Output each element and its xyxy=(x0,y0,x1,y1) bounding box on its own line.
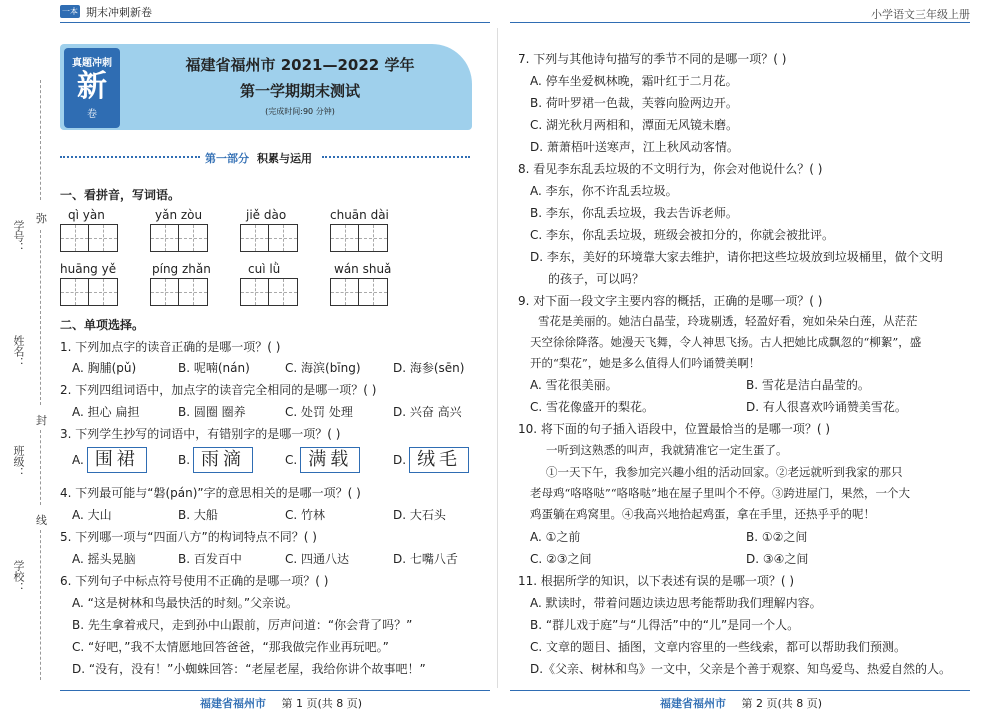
pinyin-4: chuān dài xyxy=(330,208,389,222)
write-box-8[interactable] xyxy=(330,278,388,306)
pinyin-2: yǎn zòu xyxy=(155,208,203,222)
exam-time: (完成时间:90 分钟) xyxy=(265,107,335,116)
header-rule-left xyxy=(60,22,490,23)
part-dots-left xyxy=(60,156,200,158)
q7-option-d[interactable]: D. 萧萧梧叶送寒声，江上秋风动客情。 xyxy=(530,140,739,154)
q8-option-d[interactable]: D. 李东，美好的环境靠大家去维护，请你把这些垃圾放到垃圾桶里，做个文明 xyxy=(530,250,943,264)
brand-logo xyxy=(64,48,120,128)
handwritten-box-a xyxy=(87,447,147,473)
q9-passage-line3: 开的“梨花”，她是多么值得人们吟诵赞美啊！ xyxy=(530,356,761,370)
q7-option-b[interactable]: B. 荷叶罗裙一色裁，芙蓉向脸两边开。 xyxy=(530,96,738,110)
q3-option-d[interactable] xyxy=(393,447,469,473)
pinyin-5: huāng yě xyxy=(60,262,117,276)
q11-option-c[interactable]: C. 文章的题目、插图，文章内容里的一些线索，都可以帮助我们预测。 xyxy=(530,640,907,654)
pinyin-1: qì yàn xyxy=(68,208,105,222)
q10-passage-line1: ①一天下午，我参加完兴趣小组的活动回家。②老远就听到我家的那只 xyxy=(546,465,903,479)
grade-label: 小学语文三年级上册 xyxy=(871,8,970,21)
pinyin-7: cuì lǜ xyxy=(248,262,281,276)
part-label xyxy=(205,150,312,166)
part-name: 积累与运用 xyxy=(257,152,312,165)
q1-option-b[interactable]: B. 呢喃(nán) xyxy=(178,361,250,375)
handwritten-word-a: 围裙 xyxy=(94,449,139,470)
q6-option-b[interactable]: B. 先生拿着戒尺，走到孙中山跟前，厉声问道：“你会背了吗？” xyxy=(72,618,413,632)
header-rule-right xyxy=(510,22,970,23)
footer-right xyxy=(660,695,822,711)
q3-letter-a: A. xyxy=(72,453,84,467)
binding-margin xyxy=(0,80,50,680)
write-box-5[interactable] xyxy=(60,278,118,306)
series-title: 期末冲刺新卷 xyxy=(86,6,152,19)
q11-option-b[interactable]: B. “群儿戏于庭”与“儿得活”中的“儿”是同一个人。 xyxy=(530,618,800,632)
q3-option-a[interactable] xyxy=(72,447,147,473)
q6-stem: 6. 下列句子中标点符号使用不正确的是哪一项？( ) xyxy=(60,574,329,588)
footer-rule-right xyxy=(510,690,970,691)
q7-option-c[interactable]: C. 湖光秋月两相和，潭面无风镜未磨。 xyxy=(530,118,739,132)
handwritten-box-d xyxy=(409,447,469,473)
student-id-label: 学号： xyxy=(12,220,25,253)
q9-stem: 9. 对下面一段文字主要内容的概括，正确的是哪一项？( ) xyxy=(518,294,823,308)
school-label: 学校： xyxy=(12,560,25,593)
q4-option-b[interactable]: B. 大船 xyxy=(178,508,218,522)
q9-option-c[interactable]: C. 雪花像盛开的梨花。 xyxy=(530,400,655,414)
q10-stem: 10. 将下面的句子插入语段中，位置最恰当的是哪一项？( ) xyxy=(518,422,831,436)
seal-dash-line xyxy=(40,530,41,680)
footer-left-city: 福建省福州市 xyxy=(200,697,266,710)
handwritten-box-c xyxy=(300,447,360,473)
seal-char-3: 线 xyxy=(36,514,47,527)
pinyin-3: jiě dào xyxy=(246,208,287,222)
q5-stem: 5. 下列哪一项与“四面八方”的构词特点不同？( ) xyxy=(60,530,317,544)
q9-option-b[interactable]: B. 雪花是洁白晶莹的。 xyxy=(746,378,870,392)
part-heading xyxy=(60,150,470,164)
q3-stem: 3. 下列学生抄写的词语中，有错别字的是哪一项？( ) xyxy=(60,427,341,441)
q7-stem: 7. 下列与其他诗句描写的季节不同的是哪一项？( ) xyxy=(518,52,787,66)
q3-option-b[interactable] xyxy=(178,447,253,473)
logo-small-char: 卷 xyxy=(87,109,97,120)
handwritten-word-c: 满载 xyxy=(308,449,353,470)
q10-sentence: 一听到这熟悉的叫声，我就猜准它一定生蛋了。 xyxy=(546,443,788,457)
exam-title-line2: 第一学期期末测试 xyxy=(239,82,360,100)
seal-dash-line xyxy=(40,430,41,505)
q9-passage-line2: 天空徐徐降落。她漫天飞舞，令人神思飞扬。古人把她比成飘忽的“柳絮”，盛 xyxy=(530,335,922,349)
write-box-2[interactable] xyxy=(150,224,208,252)
logo-top-text: 真题冲刺 xyxy=(72,58,112,69)
q3-letter-d: D. xyxy=(393,453,407,467)
handwritten-word-d: 绒毛 xyxy=(417,449,462,470)
series-tag: 一本 xyxy=(62,7,78,16)
q1-option-a[interactable]: A. 胸脯(pǔ) xyxy=(72,361,137,375)
seal-dash-line xyxy=(40,230,41,405)
q4-option-d[interactable]: D. 大石头 xyxy=(393,508,446,522)
q7-option-a[interactable]: A. 停车坐爱枫林晚，霜叶红于二月花。 xyxy=(530,74,738,88)
pinyin-8: wán shuǎ xyxy=(334,262,392,276)
q3-letter-b: B. xyxy=(178,453,191,467)
seal-char-1: 弥 xyxy=(36,212,47,225)
seal-dash-line xyxy=(40,80,41,200)
q2-stem: 2. 下列四组词语中，加点字的读音完全相同的是哪一项？( ) xyxy=(60,383,377,397)
q5-option-c[interactable]: C. 四通八达 xyxy=(285,552,350,566)
q3-letter-c: C. xyxy=(285,453,298,467)
footer-right-page: 第 2 页(共 8 页) xyxy=(741,697,823,710)
q11-stem: 11. 根据所学的知识，以下表述有误的是哪一项？( ) xyxy=(518,574,795,588)
q6-option-d[interactable]: D. “没有，没有！”小蜘蛛回答：“老屋老屋，我给你讲个故事吧！” xyxy=(72,662,426,676)
section1-heading: 一、看拼音，写词语。 xyxy=(60,188,181,202)
part-number: 第一部分 xyxy=(205,152,249,165)
q10-option-d[interactable]: D. ③④之间 xyxy=(746,552,809,566)
write-box-3[interactable] xyxy=(240,224,298,252)
q4-option-c[interactable]: C. 竹林 xyxy=(285,508,326,522)
q4-option-a[interactable]: A. 大山 xyxy=(72,508,112,522)
q5-option-b[interactable]: B. 百发百中 xyxy=(178,552,242,566)
q1-stem: 1. 下列加点字的读音正确的是哪一项？( ) xyxy=(60,340,281,354)
q10-option-a[interactable]: A. ①之前 xyxy=(530,530,581,544)
q8-option-b[interactable]: B. 李东，你乱丢垃圾，我去告诉老师。 xyxy=(530,206,738,220)
q8-option-d-cont: 的孩子，可以吗？ xyxy=(548,272,645,286)
student-name-label: 姓名： xyxy=(12,335,25,368)
q10-option-b[interactable]: B. ①②之间 xyxy=(746,530,808,544)
q9-passage-line1: 雪花是美丽的。她洁白晶莹，玲珑剔透，轻盈好看，宛如朵朵白莲，从茫茫 xyxy=(538,314,918,328)
q10-passage-line2: 老母鸡“咯咯哒”“咯咯哒”地在屋子里叫个不停。③跨进屋门，果然，一个大 xyxy=(530,486,911,500)
footer-rule-left xyxy=(60,690,490,691)
part-dots-right xyxy=(322,156,470,158)
q1-option-c[interactable]: C. 海滨(bīng) xyxy=(285,361,361,375)
handwritten-box-b xyxy=(193,447,253,473)
class-label: 班级： xyxy=(12,445,25,478)
q6-option-a[interactable]: A. “这是树林和鸟最快活的时刻。”父亲说。 xyxy=(72,596,299,610)
q11-option-d[interactable]: D.《父亲、树林和鸟》一文中，父亲是个善于观察、知鸟爱鸟、热爱自然的人。 xyxy=(530,662,952,676)
seal-char-2: 封 xyxy=(36,414,47,427)
q1-option-d[interactable]: D. 海参(sēn) xyxy=(393,361,465,375)
write-box-7[interactable] xyxy=(240,278,298,306)
footer-left-page: 第 1 页(共 8 页) xyxy=(281,697,363,710)
q9-option-d[interactable]: D. 有人很喜欢吟诵赞美雪花。 xyxy=(746,400,907,414)
q2-option-d[interactable]: D. 兴奋 高兴 xyxy=(393,405,462,419)
exam-title-line1: 福建省福州市 2021—2022 学年 xyxy=(185,56,415,74)
q8-stem: 8. 看见李东乱丢垃圾的不文明行为，你会对他说什么？( ) xyxy=(518,162,823,176)
section2-heading: 二、单项选择。 xyxy=(60,318,145,332)
q5-option-d[interactable]: D. 七嘴八舌 xyxy=(393,552,458,566)
q6-option-c[interactable]: C. “好吧，”我不太情愿地回答爸爸，“那我做完作业再玩吧。” xyxy=(72,640,389,654)
q10-passage-line3: 鸡蛋躺在鸡窝里。④我高兴地拾起鸡蛋，拿在手里，还热乎乎的呢！ xyxy=(530,507,875,521)
logo-big-char: 新 xyxy=(77,69,107,104)
q4-stem: 4. 下列最可能与“磐(pán)”字的意思相关的是哪一项？( ) xyxy=(60,486,361,500)
footer-left xyxy=(200,695,362,711)
q9-option-a[interactable]: A. 雪花很美丽。 xyxy=(530,378,618,392)
write-box-6[interactable] xyxy=(150,278,208,306)
write-box-1[interactable] xyxy=(60,224,118,252)
pinyin-6: píng zhǎn xyxy=(152,262,211,276)
q2-option-a[interactable]: A. 担心 扁担 xyxy=(72,405,140,419)
q8-option-a[interactable]: A. 李东，你不许乱丢垃圾。 xyxy=(530,184,678,198)
q2-option-c[interactable]: C. 处罚 处理 xyxy=(285,405,353,419)
q8-option-c[interactable]: C. 李东，你乱丢垃圾，班级会被扣分的，你就会被批评。 xyxy=(530,228,835,242)
q11-option-a[interactable]: A. 默读时，带着问题边读边思考能帮助我们理解内容。 xyxy=(530,596,822,610)
q10-option-c[interactable]: C. ②③之间 xyxy=(530,552,592,566)
q2-option-b[interactable]: B. 圆圈 圈养 xyxy=(178,405,246,419)
footer-right-city: 福建省福州市 xyxy=(660,697,726,710)
page-divider xyxy=(497,28,498,688)
handwritten-word-b: 雨滴 xyxy=(201,449,246,470)
write-box-4[interactable] xyxy=(330,224,388,252)
q3-option-c[interactable] xyxy=(285,447,360,473)
q5-option-a[interactable]: A. 摇头晃脑 xyxy=(72,552,136,566)
